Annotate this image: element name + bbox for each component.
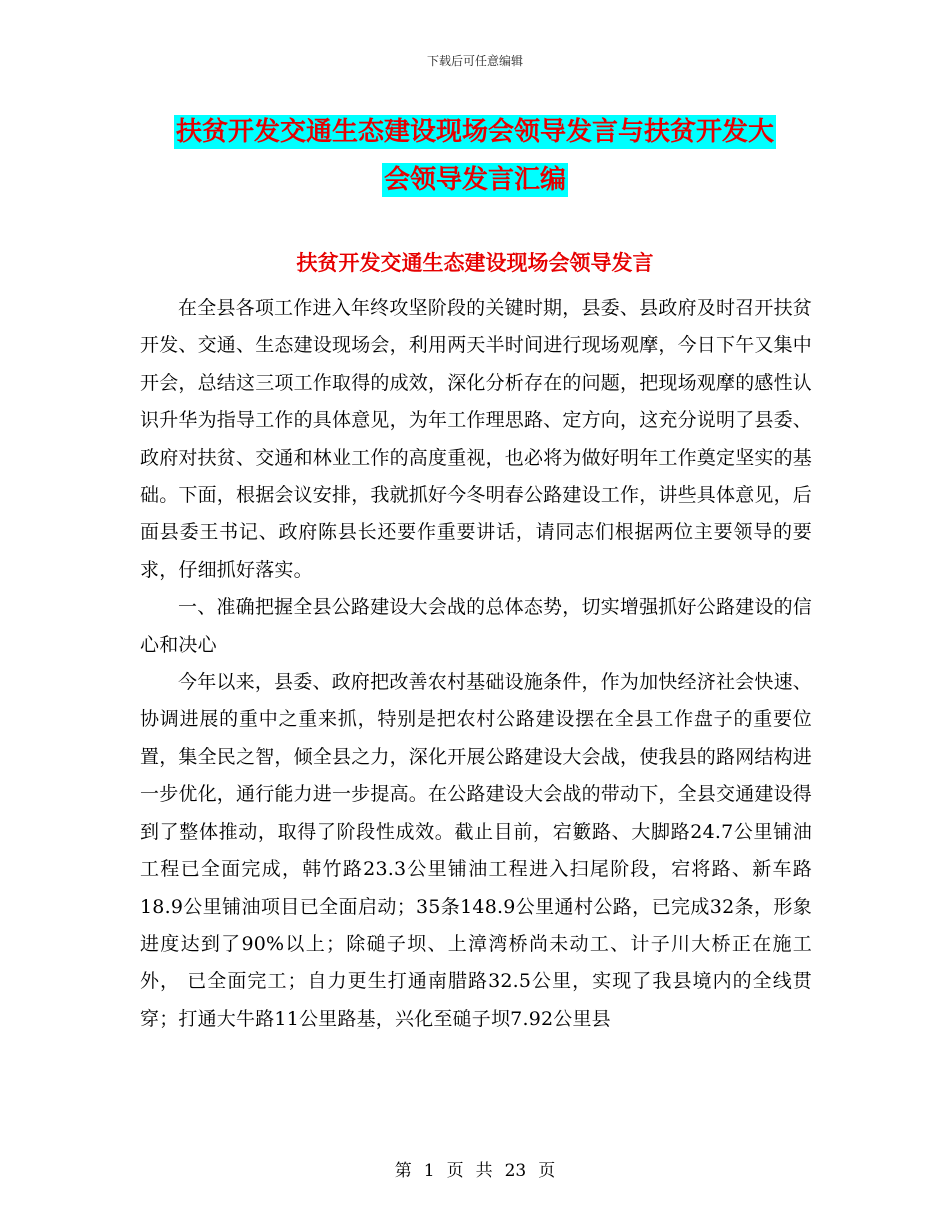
page-footer <box>0 1156 950 1181</box>
document-body <box>140 290 812 1038</box>
page-total-number: 23 <box>504 1161 527 1181</box>
page-current-number: 1 <box>423 1161 435 1181</box>
page-header-note: 下载后可任意编辑 <box>426 54 523 68</box>
page-label-total-pre: 共 <box>475 1161 493 1181</box>
document-title-line-1: 扶贫开发交通生态建设现场会领导发言与扶贫开发大 <box>175 117 774 147</box>
page-label-mid: 页 <box>446 1161 464 1181</box>
document-title <box>0 108 950 204</box>
body-paragraph-progress: 今年以来，县委、政府把改善农村基础设施条件，作为加快经济社会快速、协调进展的重中之重来抓，特别是把农村公路建设摆在全县工作盘子的重要位置，集全民之智，倾全县之力，深化开展公路建设大会战，使我县的路网结构进一步优化，通行能力进一步提高。在公路建设大会战的带动下，全县交通建设得到了整体推动，取得了阶段性成效。截止目前，宕籔路、大脚路24.7公里铺油工程已全面完成，韩竹路23.3公里铺油工程进入扫尾阶段，宕将路、新车路18.9公里铺油项目已全面启动；35条148.9公里通村公路，已完成32条，形象进度达到了90%以上；除磓子坝、上漳湾桥尚未动工、计子川大桥正在施工外， 已全面完工；自力更生打通南腊路32.5公里，实现了我县境内的全线贯穿；打通大牛路11公里路基，兴化至磓子坝7.92公里县 <box>140 671 813 1030</box>
document-title-line-2: 会领导发言汇编 <box>383 165 566 195</box>
body-paragraph-intro: 在全县各项工作进入年终攻坚阶段的关键时期，县委、县政府及时召开扶贫开发、交通、生态建设现场会，利用两天半时间进行现场观摩，今日下午又集中开会，总结这三项工作取得的成效，深化分析存在的问题，把现场观摩的感性认识升华为指导工作的具体意见，为年工作理思路、定方向，这充分说明了县委、政府对扶贫、交通和林业工作的高度重视，也必将为做好明年工作奠定坚实的基础。下面，根据会议安排，我就抓好今冬明春公路建设工作，讲些具体意见，后面县委王书记、政府陈县长还要作重要讲话，请同志们根据两位主要领导的要求，仔细抓好落实。 <box>140 297 813 581</box>
page-label-post: 页 <box>538 1161 556 1181</box>
body-paragraph-heading-1: 一、准确把握全县公路建设大会战的总体态势，切实增强抓好公路建设的信心和决心 <box>140 596 812 656</box>
page-label-pre: 第 <box>394 1161 412 1181</box>
section-title: 扶贫开发交通生态建设现场会领导发言 <box>296 251 654 275</box>
